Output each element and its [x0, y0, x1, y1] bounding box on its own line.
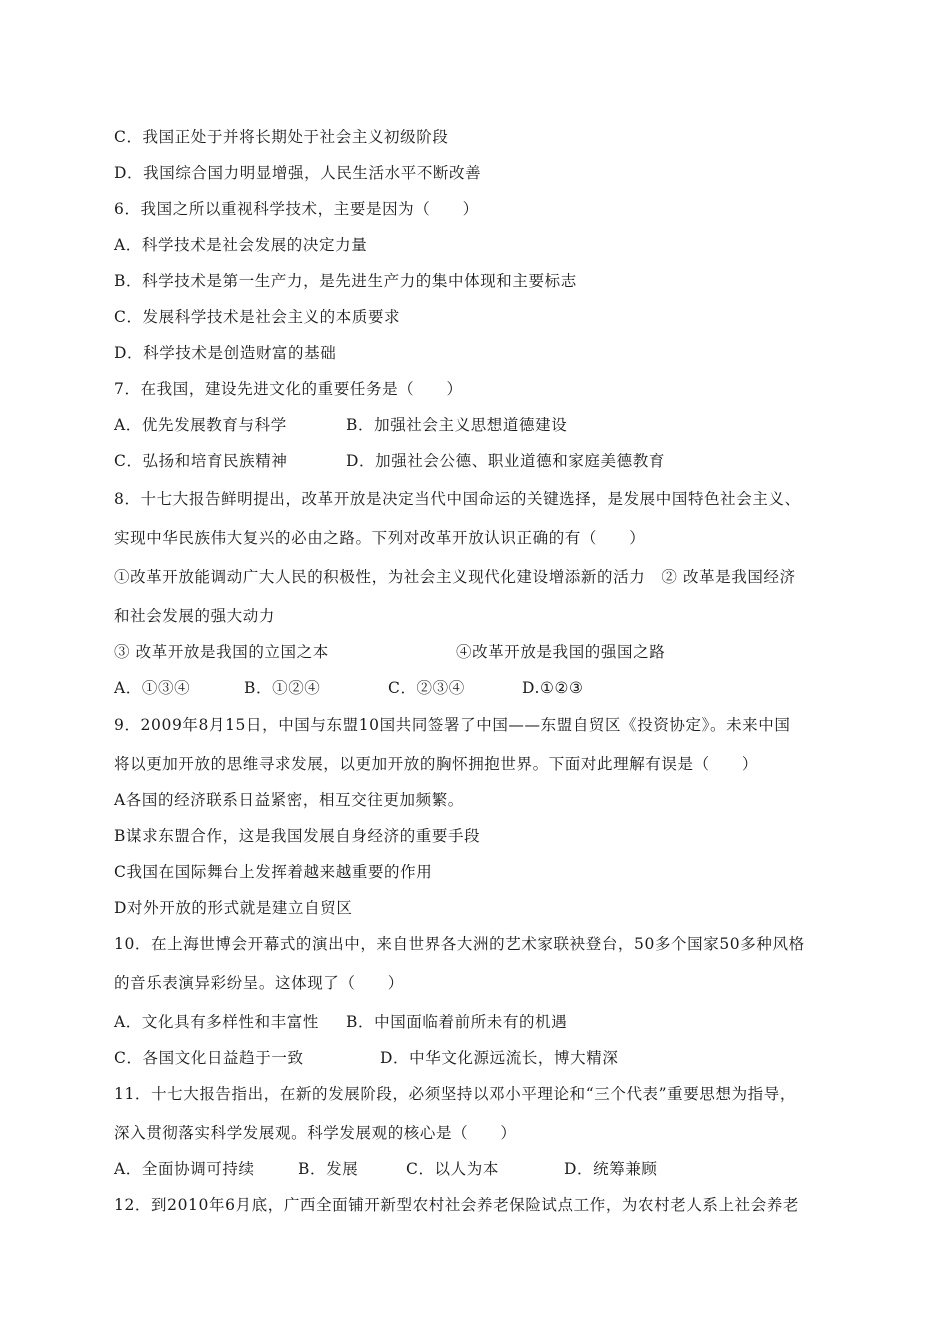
q9-option-b: B谋求东盟合作，这是我国发展自身经济的重要手段 [114, 827, 481, 845]
q5-option-d: D．我国综合国力明显增强，人民生活水平不断改善 [114, 164, 482, 182]
q8-option-d: D.①②③ [522, 679, 584, 697]
q9-option-d: D对外开放的形式就是建立自贸区 [114, 899, 353, 917]
q10-option-a: A．文化具有多样性和丰富性 [114, 1013, 319, 1031]
q11-stem-line-2: 深入贯彻落实科学发展观。科学发展观的核心是（ ） [114, 1124, 517, 1142]
q6-option-c: C．发展科学技术是社会主义的本质要求 [114, 308, 401, 326]
q7-options-row-1 [114, 414, 834, 436]
q8-statement-4: ④改革开放是我国的强国之路 [456, 643, 666, 661]
q7-options-row-2 [114, 450, 834, 472]
q6-option-a: A．科学技术是社会发展的决定力量 [114, 236, 368, 254]
q11-option-d: D．统筹兼顾 [564, 1160, 658, 1178]
q7-option-a: A．优先发展教育与科学 [114, 416, 287, 434]
q12-stem-line-1: 12．到2010年6月底，广西全面铺开新型农村社会养老保险试点工作，为农村老人系上社会养老 [114, 1196, 800, 1214]
q9-option-a: A各国的经济联系日益紧密，相互交往更加频繁。 [114, 791, 464, 809]
q8-stem-line-2: 实现中华民族伟大复兴的必由之路。下列对改革开放认识正确的有（ ） [114, 529, 646, 547]
q6-stem: 6．我国之所以重视科学技术，主要是因为（ ） [114, 200, 479, 218]
q10-options-row-1 [114, 1011, 834, 1033]
q10-option-c: C．各国文化日益趋于一致 [114, 1049, 304, 1067]
q9-stem-line-2: 将以更加开放的思维寻求发展，以更加开放的胸怀拥抱世界。下面对此理解有误是（ ） [114, 755, 759, 773]
q8-statements-row [114, 641, 834, 663]
q11-option-a: A．全面协调可持续 [114, 1160, 255, 1178]
q11-option-b: B．发展 [298, 1160, 359, 1178]
q10-options-row-2 [114, 1047, 834, 1069]
q8-statement-3: ③ 改革开放是我国的立国之本 [114, 643, 329, 661]
q7-option-c: C．弘扬和培育民族精神 [114, 452, 288, 470]
q7-option-b: B．加强社会主义思想道德建设 [346, 416, 568, 434]
q7-option-d: D．加强社会公德、职业道德和家庭美德教育 [346, 452, 665, 470]
q6-option-b: B．科学技术是第一生产力，是先进生产力的集中体现和主要标志 [114, 272, 577, 290]
q10-option-b: B．中国面临着前所未有的机遇 [346, 1013, 568, 1031]
q11-option-c: C．以人为本 [406, 1160, 499, 1178]
q8-statement-2-cont: 和社会发展的强大动力 [114, 607, 276, 625]
q11-stem-line-1: 11．十七大报告指出，在新的发展阶段，必须坚持以邓小平理论和“三个代表”重要思想为指导， [114, 1085, 796, 1103]
q9-option-c: C我国在国际舞台上发挥着越来越重要的作用 [114, 863, 433, 881]
q9-stem-line-1: 9．2009年8月15日，中国与东盟10国共同签署了中国——东盟自贸区《投资协定》。未来中国 [114, 716, 791, 734]
q8-stem-line-1: 8．十七大报告鲜明提出，改革开放是决定当代中国命运的关键选择，是发展中国特色社会主义、 [114, 490, 801, 508]
q11-options-row [114, 1158, 834, 1180]
q10-stem-line-2: 的音乐表演异彩纷呈。这体现了（ ） [114, 974, 404, 992]
q8-option-c: C．②③④ [388, 679, 465, 697]
q8-statement-1: ①改革开放能调动广大人民的积极性，为社会主义现代化建设增添新的活力 ② 改革是我国经济 [114, 568, 796, 586]
q6-option-d: D．科学技术是创造财富的基础 [114, 344, 337, 362]
q7-stem: 7．在我国，建设先进文化的重要任务是（ ） [114, 380, 463, 398]
q10-stem-line-1: 10．在上海世博会开幕式的演出中，来自世界各大洲的艺术家联袂登台，50多个国家50多种风格 [114, 935, 805, 953]
q5-option-c: C．我国正处于并将长期处于社会主义初级阶段 [114, 128, 449, 146]
q10-option-d: D．中华文化源远流长，博大精深 [380, 1049, 619, 1067]
q8-option-b: B．①②④ [244, 679, 321, 697]
q8-options-row [114, 677, 834, 699]
q8-option-a: A．①③④ [114, 679, 191, 697]
